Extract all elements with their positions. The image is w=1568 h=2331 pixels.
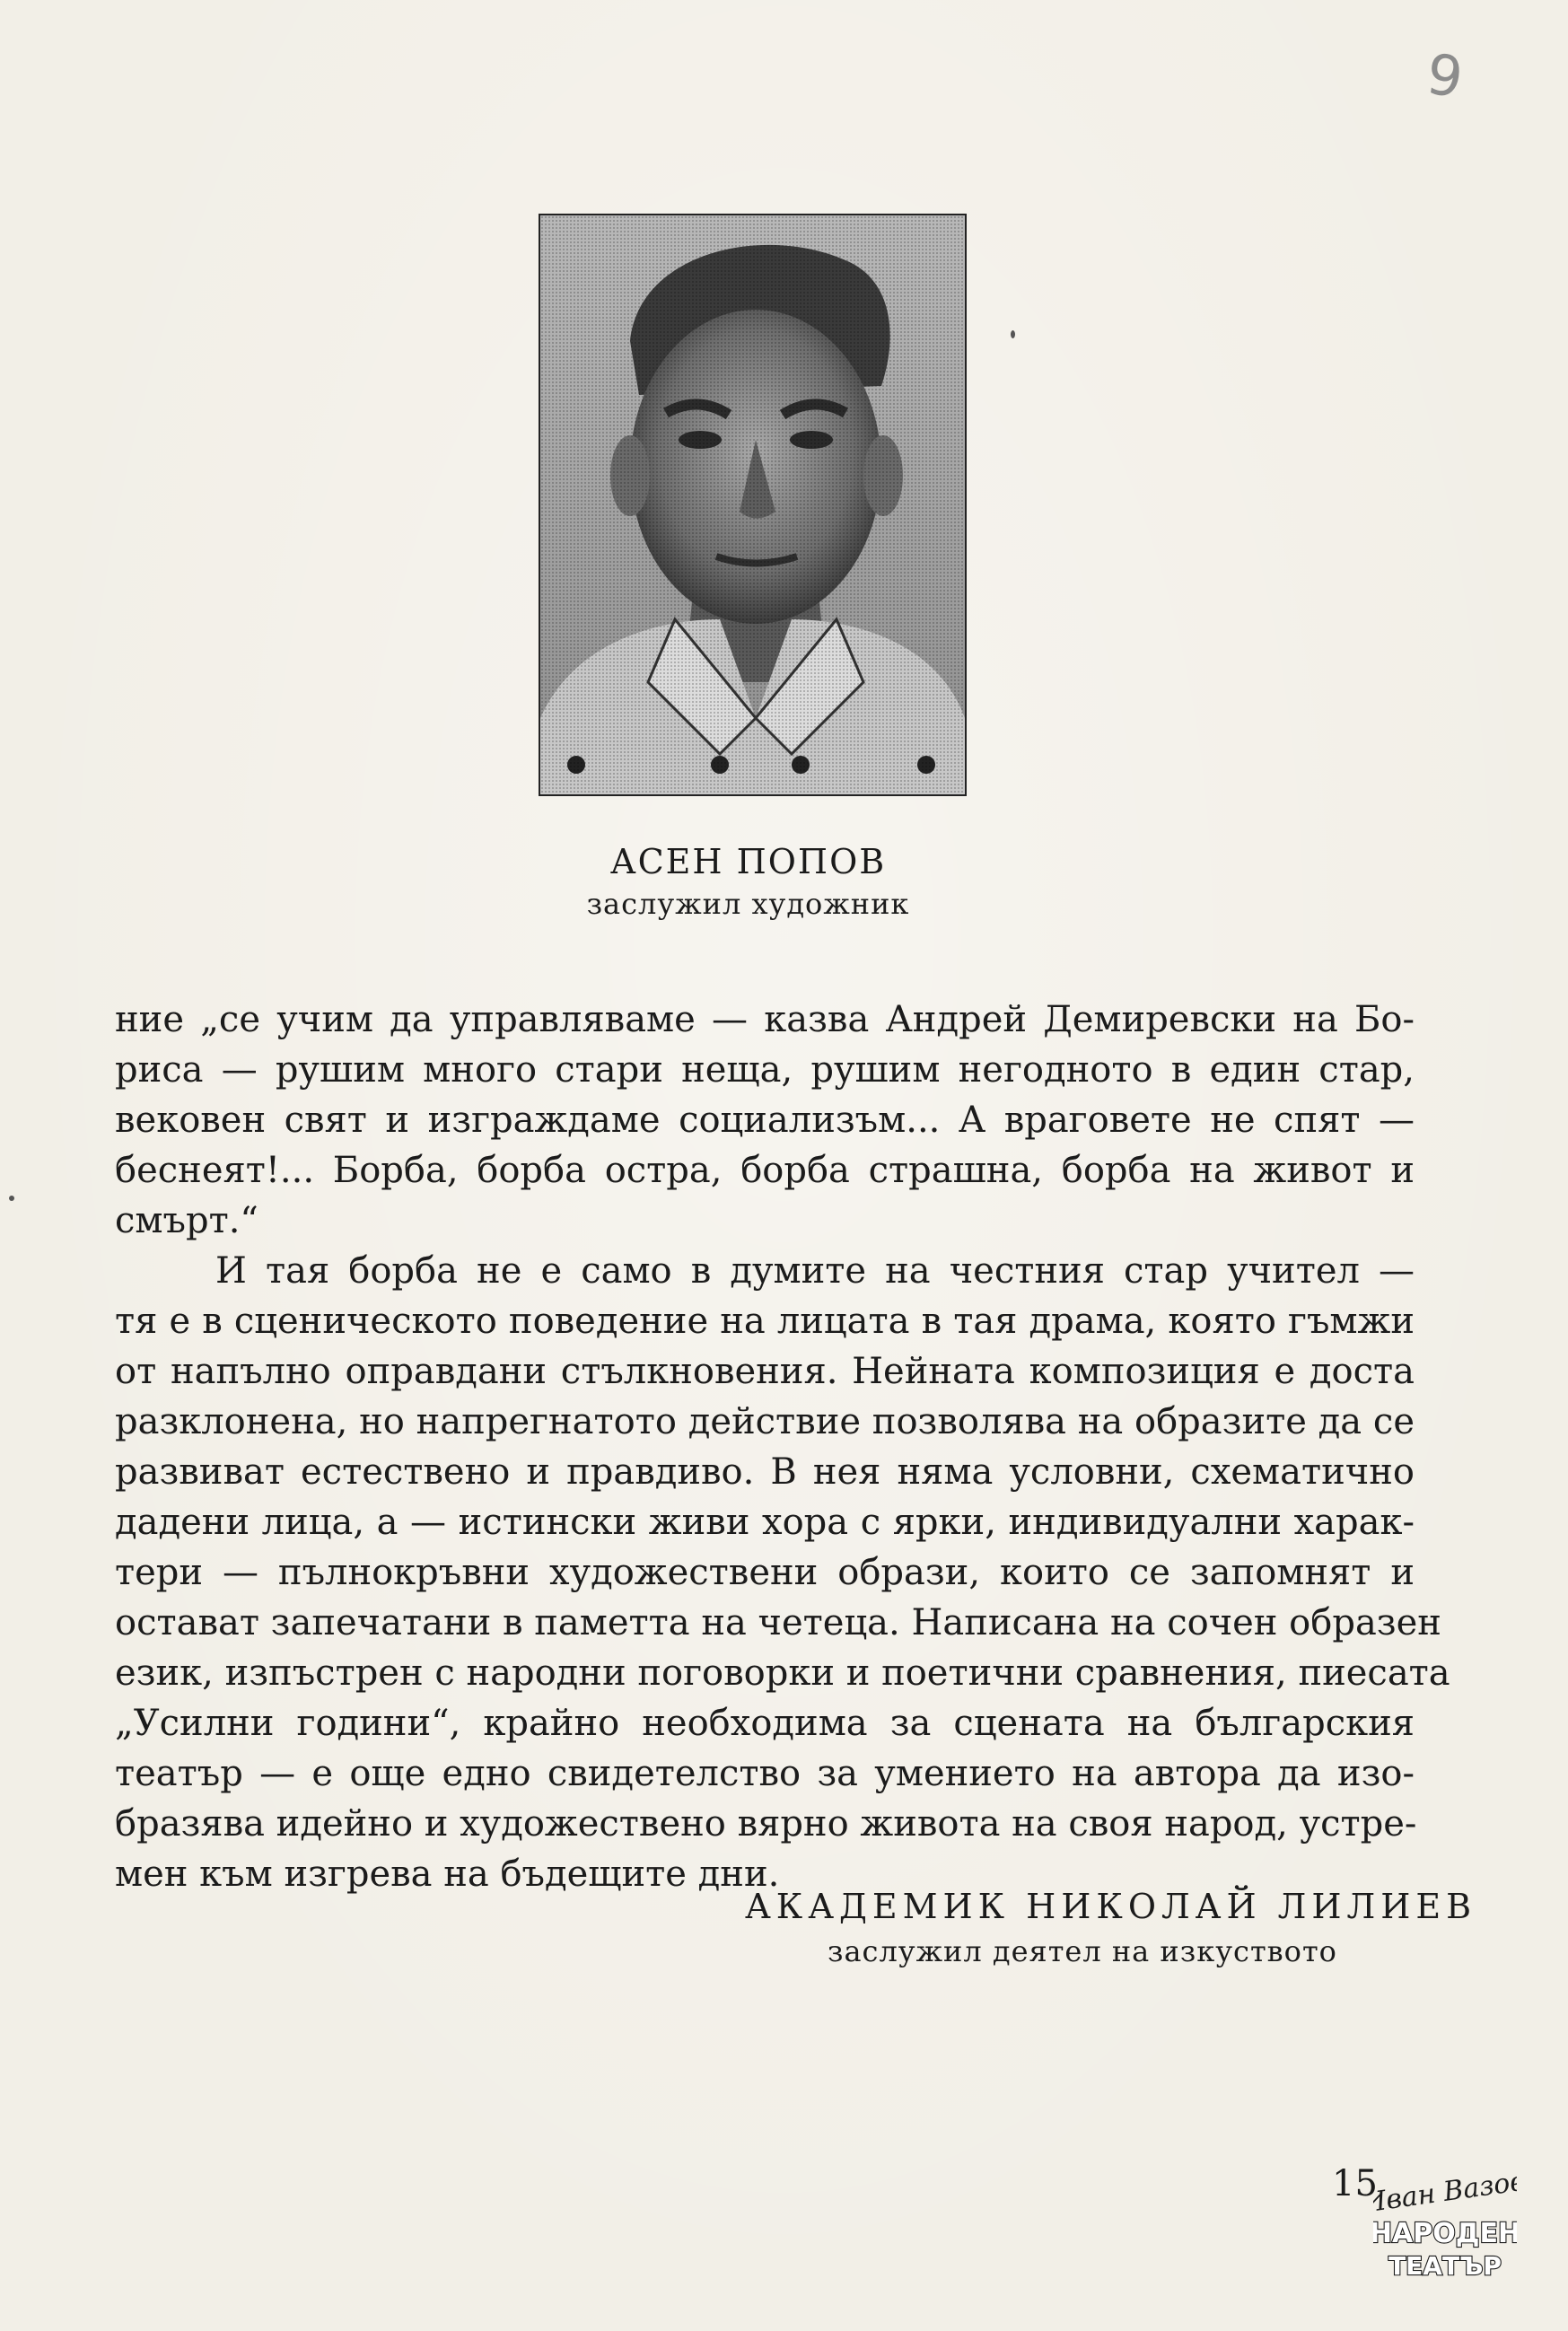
author-signature: АКАДЕМИК НИКОЛАЙ ЛИЛИЕВ: [745, 1887, 1477, 1926]
text-line: беснеят!... Борба, борба остра, борба страшна, борба на живот и: [115, 1150, 1415, 1191]
text-line: език, изпъстрен с народни поговорки и поетични сравнения, пиесата: [115, 1652, 1450, 1694]
article-paragraph-2: [115, 1246, 1450, 1899]
pencil-page-mark: 9: [1423, 40, 1467, 111]
text-line: смърт.“: [115, 1200, 258, 1241]
text-line: тери — пълнокръвни художествени образи, които се запомнят и: [115, 1552, 1415, 1593]
article-paragraph-1: [115, 995, 1415, 1246]
text-line: мен към изгрева на бъдещите дни.: [115, 1853, 780, 1895]
text-line: И тая борба не е само в думите на честния стар учител —: [215, 1250, 1415, 1292]
photo-caption-title: заслужил художник: [586, 887, 910, 921]
text-line: ние „се учим да управляваме — казва Андрей Демиревски на Бо-: [115, 999, 1415, 1040]
paper-speck: [9, 1196, 14, 1201]
text-line: вековен свят и изграждаме социализъм... А враговете не спят —: [115, 1100, 1415, 1141]
text-line: остават запечатани в паметта на четеца. Написана на сочен образен: [115, 1602, 1441, 1643]
portrait-image: [540, 215, 965, 794]
page-number: 15: [1332, 2163, 1378, 2204]
text-line: дадени лица, а — истински живи хора с ярки, индивидуални харак-: [115, 1502, 1415, 1543]
national-theatre-stamp: [1373, 2163, 1517, 2289]
theatre-logo-icon: [1373, 2163, 1517, 2289]
stamp-line-1: НАРОДЕН: [1373, 2218, 1517, 2249]
text-line: „Усилни години“, крайно необходима за сцената на българския: [115, 1703, 1415, 1744]
text-line: разклонена, но напрегнатото действие позволява на образите да се: [115, 1401, 1415, 1442]
photo-caption-name: АСЕН ПОПОВ: [609, 842, 887, 881]
paper-speck: [1011, 330, 1015, 338]
text-line: бразява идейно и художествено вярно живота на своя народ, устре-: [115, 1803, 1417, 1845]
text-line: театър — е още едно свидетелство за умението на автора да изо-: [115, 1753, 1415, 1794]
article-body: [115, 995, 1450, 1899]
text-line: риса — рушим много стари неща, рушим негодното в един стар,: [115, 1049, 1415, 1091]
author-title: заслужил деятел на изкуството: [828, 1934, 1337, 1968]
text-line: от напълно оправдани стълкновения. Нейната композиция е доста: [115, 1351, 1415, 1392]
stamp-script-text: Иван Вазов: [1373, 2165, 1517, 2220]
text-line: развиват естествено и правдиво. В нея няма условни, схематично: [115, 1451, 1415, 1493]
text-line: тя е в сценическото поведение на лицата в тая драма, която гъмжи: [115, 1301, 1415, 1342]
portrait-photo: [539, 214, 967, 796]
stamp-line-2: ТЕАТЪР: [1388, 2251, 1502, 2281]
